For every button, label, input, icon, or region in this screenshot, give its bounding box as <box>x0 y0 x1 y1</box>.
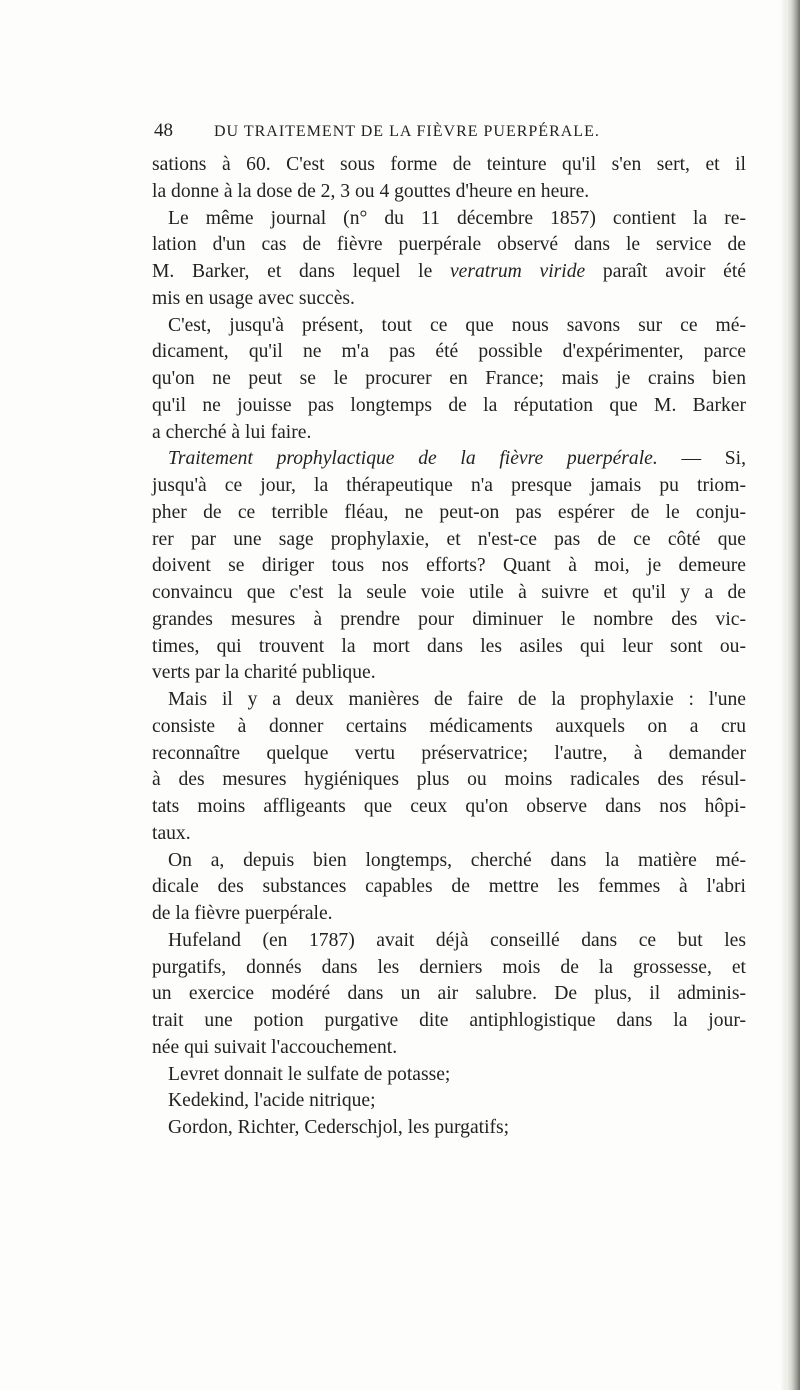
text-line: purgatifs, donnés dans les derniers mois de la grossesse, et <box>152 956 746 978</box>
running-title: DU TRAITEMENT DE LA FIÈVRE PUERPÉRALE. <box>214 123 600 140</box>
running-head <box>154 120 754 142</box>
text-line: sations à 60. C'est sous forme de teinture qu'il s'en sert, et il <box>152 154 746 175</box>
text-line: Gordon, Richter, Cederschjol, les purgatifs; <box>168 1117 510 1138</box>
text-line: née qui suivait l'accouchement. <box>152 1036 398 1058</box>
text-line: times, qui trouvent la mort dans les asiles qui leur sont ou- <box>152 635 746 657</box>
italic-term: veratrum viride <box>449 261 586 282</box>
text-line: Hufeland (en 1787) avait déjà conseillé dans ce but les <box>168 929 746 951</box>
text-line: qu'il ne jouisse pas longtemps de la réputation que M. Barker <box>152 394 746 416</box>
text-line: rer par une sage prophylaxie, et n'est-ce pas de ce côté que <box>152 528 746 550</box>
text-line: mis en usage avec succès. <box>152 287 355 309</box>
text-line: On a, depuis bien longtemps, cherché dans la matière mé- <box>168 849 746 871</box>
text-line: tats moins affligeants que ceux qu'on observe dans nos hôpi- <box>152 796 746 817</box>
text-line: lation d'un cas de fièvre puerpérale observé dans le service de <box>152 234 746 256</box>
text-line: dicale des substances capables de mettre les femmes à l'abri <box>152 876 746 898</box>
text-line: qu'on ne peut se le procurer en France; mais je crains bien <box>152 368 746 389</box>
text-line: taux. <box>152 822 191 844</box>
text-line: convaincu que c'est la seule voie utile à suivre et qu'il y a de <box>152 582 746 603</box>
text-line: verts par la charité publique. <box>152 662 376 684</box>
text-line: consiste à donner certains médicaments auxquels on a cru <box>152 715 746 737</box>
text-line: Le même journal (n° du 11 décembre 1857) contient la re- <box>168 207 746 229</box>
text-line: trait une potion purgative dite antiphlogistique dans la jour- <box>152 1010 746 1031</box>
text-line: un exercice modéré dans un air salubre. De plus, il adminis- <box>152 983 746 1005</box>
text-run: — Si, <box>657 448 746 470</box>
section-heading: Traitement prophylactique de la fièvre puerpérale. <box>168 448 658 470</box>
page-number: 48 <box>154 120 173 141</box>
section-heading-line <box>152 446 746 473</box>
text-line: à des mesures hygiéniques plus ou moins radicales des résul- <box>152 769 746 791</box>
text-line: de la fièvre puerpérale. <box>152 903 333 924</box>
text-line: Levret donnait le sulfate de potasse; <box>168 1063 451 1085</box>
text-line: C'est, jusqu'à présent, tout ce que nous savons sur ce mé- <box>168 314 746 336</box>
text-line: Kedekind, l'acide nitrique; <box>168 1090 376 1112</box>
text-line: Mais il y a deux manières de faire de la prophylaxie : l'une <box>168 689 746 710</box>
text-line: la donne à la dose de 2, 3 ou 4 gouttes d'heure en heure. <box>152 180 590 202</box>
text-line: grandes mesures à prendre pour diminuer le nombre des vic- <box>152 608 746 630</box>
text-line: a cherché à lui faire. <box>152 421 312 443</box>
text-line: jusqu'à ce jour, la thérapeutique n'a presque jamais pu triom- <box>152 475 746 496</box>
text-line: doivent se diriger tous nos efforts? Quant à moi, je demeure <box>152 555 746 577</box>
page-edge <box>786 0 800 1390</box>
text-run: paraît avoir été <box>585 261 746 282</box>
text-line: pher de ce terrible fléau, ne peut-on pas espérer de le conju- <box>152 501 746 523</box>
text-line <box>152 259 746 286</box>
text-run: M. Barker, et dans lequel le <box>152 261 450 282</box>
text-line: dicament, qu'il ne m'a pas été possible d'expérimenter, parce <box>152 341 746 363</box>
text-line: reconnaître quelque vertu préservatrice; l'autre, à demander <box>152 742 746 764</box>
body-text <box>152 152 746 1142</box>
